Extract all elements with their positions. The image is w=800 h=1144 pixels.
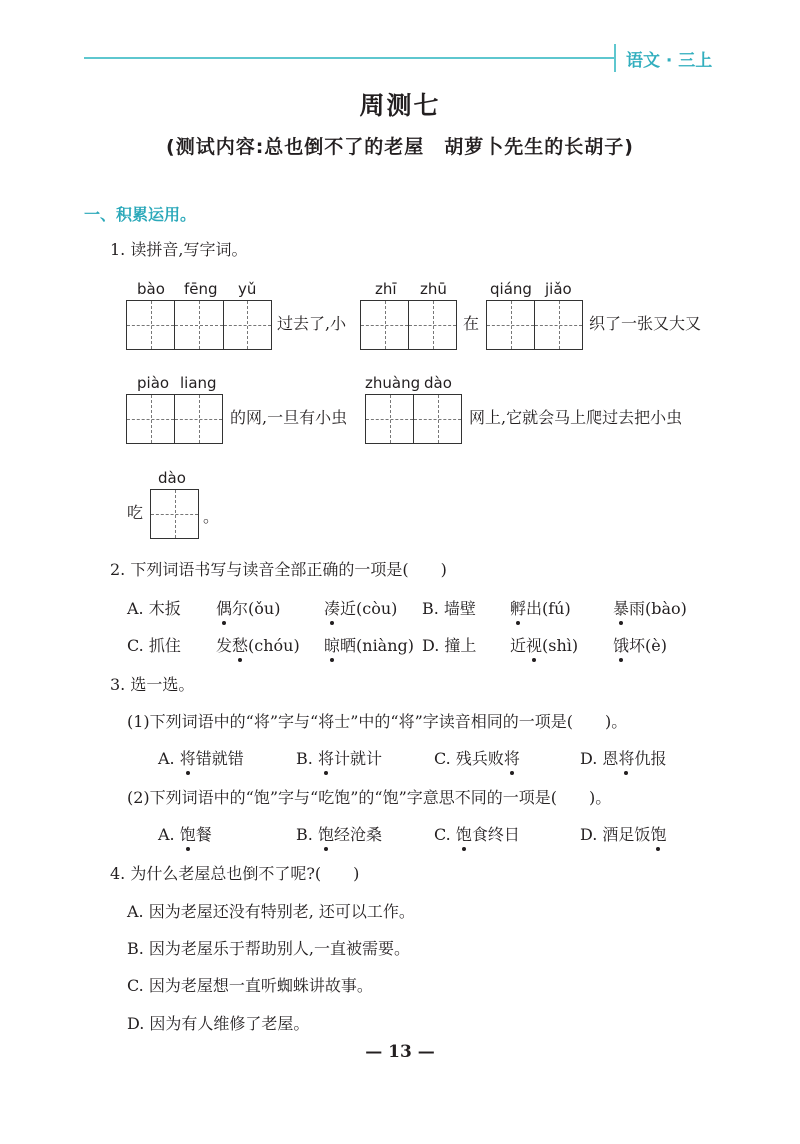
q2-prompt: 2. 下列词语书写与读音全部正确的一项是( ) (110, 560, 447, 579)
q2-option[interactable]: B. 墙壁 (422, 599, 476, 618)
q2-word: 孵出(fú) (510, 596, 571, 619)
q3-sub1-option-c[interactable]: C. 残兵败将 (434, 746, 520, 769)
section-heading: 一、积累运用。 (84, 205, 197, 224)
pinyin: liang (180, 374, 217, 392)
q1-text: 织了一张又大又 (589, 314, 702, 333)
header-rule (84, 57, 614, 59)
q3-prompt: 3. 选一选。 (110, 675, 195, 694)
q4-option-b[interactable]: B. 因为老屋乐于帮助别人,一直被需要。 (127, 939, 411, 958)
pinyin: zhī (375, 280, 397, 298)
q2-word: 发愁(chóu) (216, 633, 300, 656)
q2-option[interactable]: A. 木扳 (127, 599, 181, 618)
answer-grid-qiangjiao[interactable] (486, 300, 583, 350)
pinyin: yǔ (238, 280, 257, 298)
q2-word: 饿坏(è) (613, 633, 667, 656)
page-title: 周测七 (359, 91, 441, 120)
q1-prompt: 1. 读拼音,写字词。 (110, 240, 248, 259)
q1-text: 。 (203, 507, 220, 526)
page-subtitle: (测试内容:总也倒不了的老屋 胡萝卜先生的长胡子) (166, 136, 634, 158)
q1-text: 网上,它就会马上爬过去把小虫 (469, 408, 683, 427)
pinyin: fēng (184, 280, 218, 298)
q2-word: 偶尔(ǒu) (216, 596, 280, 619)
answer-grid-dao[interactable] (150, 489, 199, 539)
q2-word: 凑近(còu) (324, 596, 397, 619)
q3-sub2-option-b[interactable]: B. 饱经沧桑 (296, 822, 382, 845)
page-number: — 13 — (365, 1042, 435, 1062)
pinyin: bào (137, 280, 165, 298)
q3-sub1-prompt: (1)下列词语中的“将”字与“将士”中的“将”字读音相同的一项是( )。 (127, 712, 628, 731)
pinyin: qiáng (490, 280, 532, 298)
answer-grid-piaoliang[interactable] (126, 394, 223, 444)
q3-sub1-option-b[interactable]: B. 将计就计 (296, 746, 382, 769)
q1-text: 过去了,小 (277, 314, 347, 333)
pinyin: jiǎo (545, 280, 572, 298)
q2-option[interactable]: C. 抓住 (127, 636, 181, 655)
header-rule-tick (614, 44, 616, 72)
q3-sub2-option-a[interactable]: A. 饱餐 (158, 822, 212, 845)
q2-word: 暴雨(bào) (613, 596, 687, 619)
q2-word: 晾晒(niàng) (324, 633, 414, 656)
q1-text: 的网,一旦有小虫 (230, 408, 348, 427)
q4-prompt: 4. 为什么老屋总也倒不了呢?( ) (110, 864, 360, 883)
answer-grid-zhuangdao[interactable] (365, 394, 462, 444)
q4-option-c[interactable]: C. 因为老屋想一直听蜘蛛讲故事。 (127, 976, 373, 995)
q1-text: 在 (463, 314, 480, 333)
subject-tag: 语文 · 三上 (626, 51, 713, 71)
pinyin: zhuàng (365, 374, 421, 392)
q3-sub1-option-a[interactable]: A. 将错就错 (158, 746, 244, 769)
pinyin: piào (137, 374, 170, 392)
answer-grid-baofengyu[interactable] (126, 300, 272, 350)
q3-sub2-option-c[interactable]: C. 饱食终日 (434, 822, 520, 845)
pinyin: dào (424, 374, 452, 392)
q2-option[interactable]: D. 撞上 (422, 636, 477, 655)
q3-sub2-prompt: (2)下列词语中的“饱”字与“吃饱”的“饱”字意思不同的一项是( )。 (127, 788, 612, 807)
q2-word: 近视(shì) (510, 633, 578, 656)
q4-option-d[interactable]: D. 因为有人维修了老屋。 (127, 1014, 310, 1033)
answer-grid-zhizhu[interactable] (360, 300, 457, 350)
pinyin: zhū (420, 280, 447, 298)
q4-option-a[interactable]: A. 因为老屋还没有特别老, 还可以工作。 (127, 902, 415, 921)
q1-text: 吃 (127, 503, 144, 522)
q3-sub2-option-d[interactable]: D. 酒足饭饱 (580, 822, 666, 845)
q3-sub1-option-d[interactable]: D. 恩将仇报 (580, 746, 666, 769)
pinyin: dào (158, 469, 186, 487)
